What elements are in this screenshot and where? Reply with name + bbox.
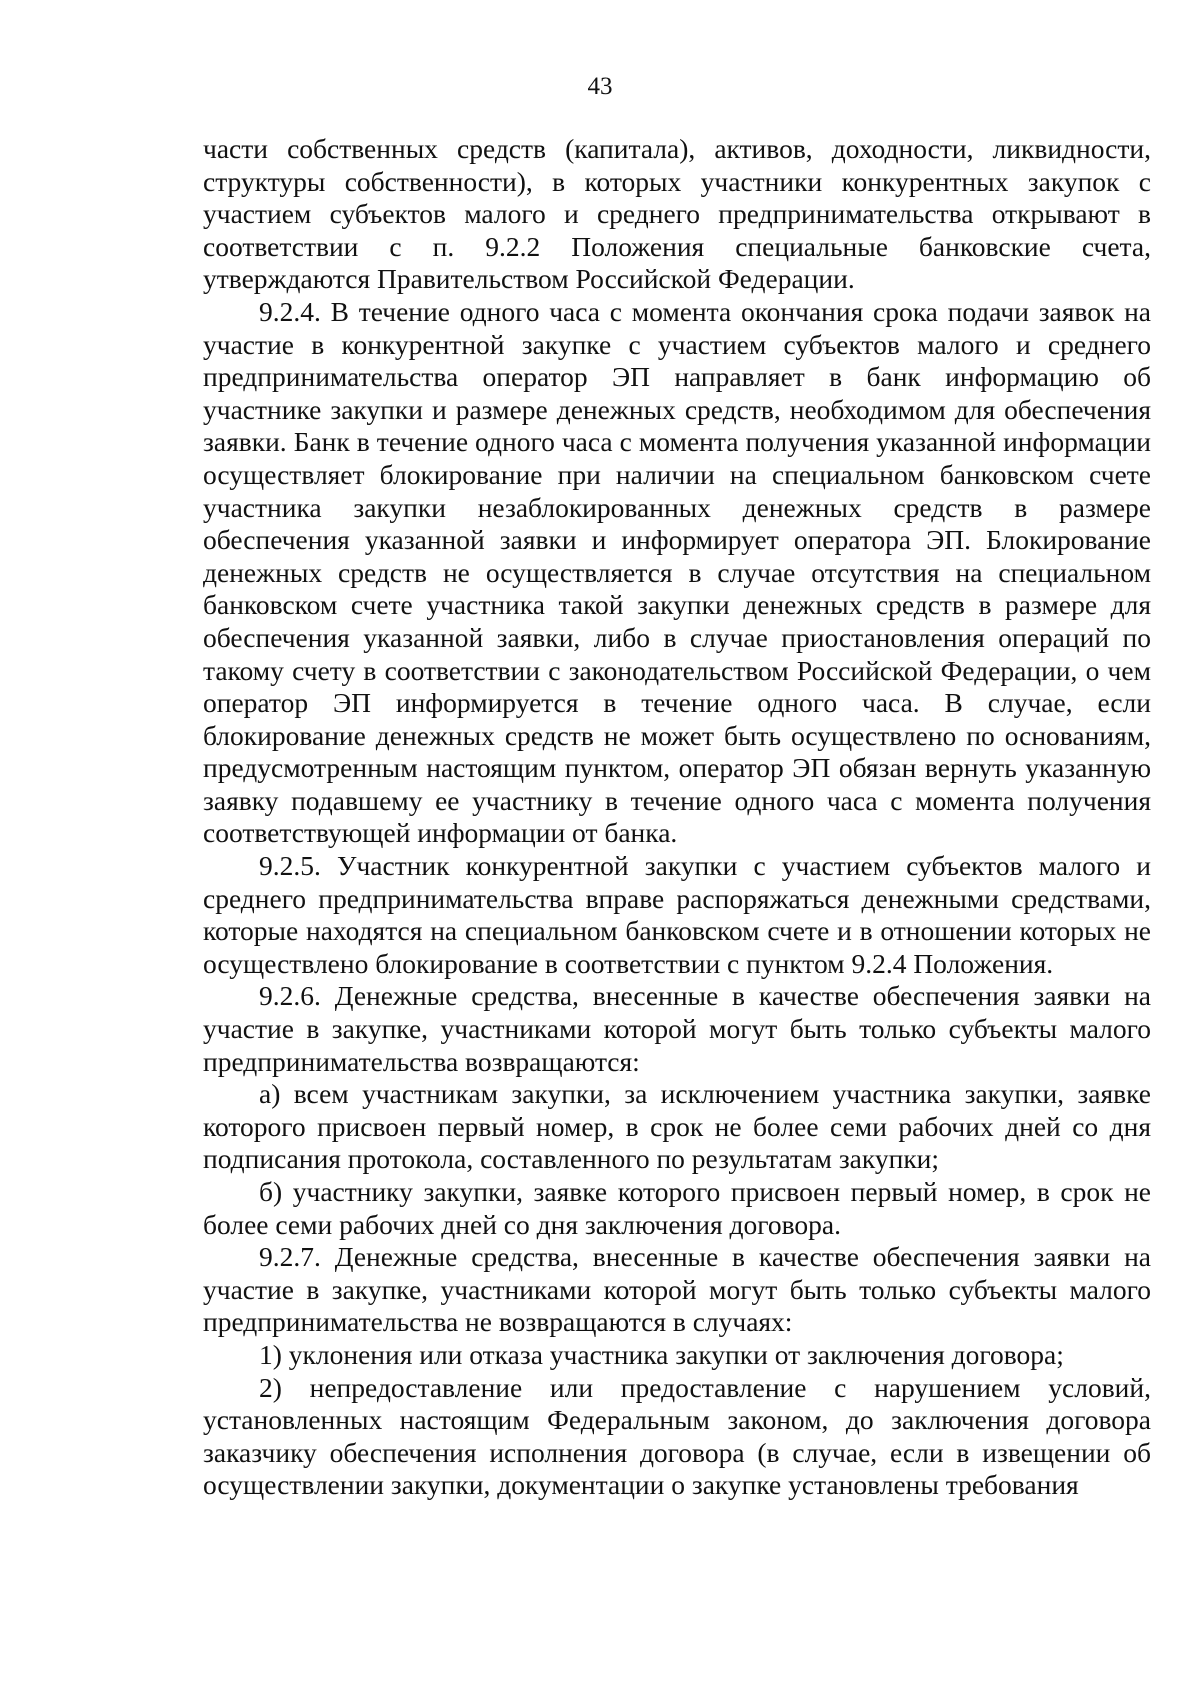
- paragraph-9-2-4: 9.2.4. В течение одного часа с момента окончания срока подачи заявок на участие в конкурентной закупке с участием субъектов малого и среднего предпринимательства оператор ЭП направляет в банк информацию об участнике закупки и размере денежных средств, необходимом для обеспечения заявки. Банк в течение одного часа с момента получения указанной информации осуществляет блокирование при наличии на специальном банковском счете участника закупки незаблокированных денежных средств в размере обеспечения указанной заявки и информирует оператора ЭП. Блокирование денежных средств не осуществляется в случае отсутствия на специальном банковском счете участника такой закупки денежных средств в размере для обеспечения указанной заявки, либо в случае приостановления операций по такому счету в соответствии с законодательством Российской Федерации, о чем оператор ЭП информируется в течение одного часа. В случае, если блокирование денежных средств не может быть осуществлено по основаниям, предусмотренным настоящим пунктом, оператор ЭП обязан вернуть указанную заявку подавшему ее участнику в течение одного часа с момента получения соответствующей информации от банка.: [203, 295, 1151, 849]
- paragraph: части собственных средств (капитала), активов, доходности, ликвидности, структуры собственности), в которых участники конкурентных закупок с участием субъектов малого и среднего предпринимательства открывают в соответствии с п. 9.2.2 Положения специальные банковские счета, утверждаются Правительством Российской Федерации.: [203, 133, 1151, 295]
- paragraph-9-2-6: 9.2.6. Денежные средства, внесенные в качестве обеспечения заявки на участие в закупке, участниками которой могут быть только субъекты малого предпринимательства возвращаются:: [203, 980, 1151, 1077]
- list-item-2: 2) непредоставление или предоставление с нарушением условий, установленных настоящим Федеральным законом, до заключения договора заказчику обеспечения исполнения договора (в случае, если в извещении об осуществлении закупки, документации о закупке установлены требования: [203, 1371, 1151, 1501]
- list-item-b: б) участнику закупки, заявке которого присвоен первый номер, в срок не более семи рабочих дней со дня заключения договора.: [203, 1176, 1151, 1240]
- page-number: 43: [587, 73, 613, 100]
- document-body: [203, 133, 1151, 1502]
- list-item-1: 1) уклонения или отказа участника закупки от заключения договора;: [259, 1338, 1064, 1370]
- paragraph-9-2-7: 9.2.7. Денежные средства, внесенные в качестве обеспечения заявки на участие в закупке, участниками которой могут быть только субъекты малого предпринимательства не возвращаются в случаях:: [203, 1241, 1151, 1338]
- paragraph-9-2-5: 9.2.5. Участник конкурентной закупки с участием субъектов малого и среднего предпринимательства вправе распоряжаться денежными средствами, которые находятся на специальном банковском счете и в отношении которых не осуществлено блокирование в соответствии с пунктом 9.2.4 Положения.: [203, 850, 1151, 979]
- list-item-a: а) всем участникам закупки, за исключением участника закупки, заявке которого присвоен первый номер, в срок не более семи рабочих дней со дня подписания протокола, составленного по результатам закупки;: [203, 1078, 1151, 1175]
